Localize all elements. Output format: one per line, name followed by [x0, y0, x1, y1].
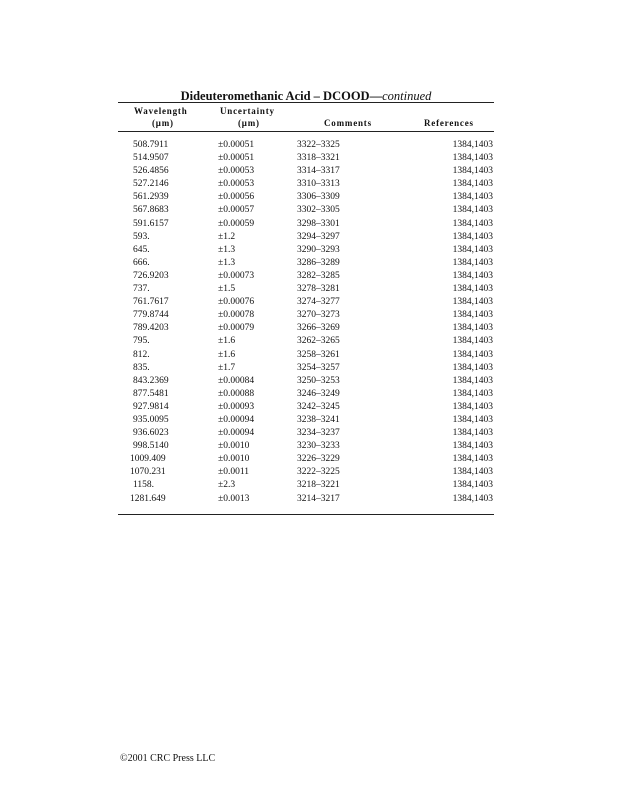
- references-cell: 1384,1403: [452, 493, 493, 504]
- references-cell: 1384,1403: [452, 310, 493, 321]
- table-row: [0, 415, 617, 428]
- table-row: [0, 232, 617, 245]
- comments-cell: 3270–3273: [297, 310, 340, 321]
- comments-cell: 3282–3285: [297, 270, 340, 281]
- comments-cell: 3290–3293: [297, 244, 340, 255]
- uncertainty-cell: ±0.00079: [218, 323, 255, 334]
- comments-cell: 3322–3325: [297, 140, 340, 150]
- wavelength-cell: 1070.231: [130, 467, 166, 478]
- header-references: References: [424, 118, 474, 128]
- comments-cell: 3246–3249: [297, 388, 340, 399]
- wavelength-cell: 812.: [133, 349, 150, 360]
- references-cell: 1384,1403: [452, 192, 493, 203]
- table-row: [0, 363, 617, 376]
- table-row: [0, 205, 617, 218]
- wavelength-cell: 761.7617: [133, 297, 169, 308]
- uncertainty-cell: ±0.00078: [218, 310, 255, 321]
- comments-cell: 3298–3301: [297, 218, 340, 229]
- uncertainty-cell: ±0.00053: [218, 166, 255, 177]
- table-row: [0, 271, 617, 284]
- wavelength-cell: 877.5481: [133, 388, 169, 399]
- references-cell: 1384,1403: [452, 244, 493, 255]
- table-row: [0, 350, 617, 363]
- uncertainty-cell: ±0.00057: [218, 205, 255, 216]
- comments-cell: 3242–3245: [297, 401, 340, 412]
- references-cell: 1384,1403: [452, 284, 493, 295]
- references-cell: 1384,1403: [452, 257, 493, 268]
- table-row: [0, 284, 617, 297]
- wavelength-cell: 835.: [133, 362, 150, 373]
- uncertainty-cell: ±0.0010: [218, 454, 250, 465]
- wavelength-cell: 726.9203: [133, 270, 169, 281]
- comments-cell: 3230–3233: [297, 441, 340, 452]
- wavelength-cell: 737.: [133, 284, 150, 295]
- comments-cell: 3218–3221: [297, 480, 340, 491]
- table-row: [0, 336, 617, 349]
- references-cell: 1384,1403: [452, 205, 493, 216]
- top-rule: [118, 102, 494, 103]
- table-row: [0, 179, 617, 192]
- uncertainty-cell: ±0.00088: [218, 388, 255, 399]
- comments-cell: 3222–3225: [297, 467, 340, 478]
- references-cell: 1384,1403: [452, 218, 493, 229]
- uncertainty-cell: ±1.6: [218, 336, 236, 347]
- references-cell: 1384,1403: [452, 336, 493, 347]
- references-cell: 1384,1403: [452, 388, 493, 399]
- uncertainty-cell: ±0.00051: [218, 153, 255, 164]
- uncertainty-cell: ±1.3: [218, 257, 236, 268]
- references-cell: 1384,1403: [452, 401, 493, 412]
- wavelength-cell: 526.4856: [133, 166, 169, 177]
- uncertainty-cell: ±0.0011: [218, 467, 249, 478]
- comments-cell: 3214–3217: [297, 493, 340, 504]
- references-cell: 1384,1403: [452, 441, 493, 452]
- references-cell: 1384,1403: [452, 140, 493, 150]
- table-row: [0, 140, 617, 153]
- wavelength-cell: 843.2369: [133, 375, 169, 386]
- table-body: [0, 140, 617, 507]
- table-row: [0, 245, 617, 258]
- table-row: [0, 192, 617, 205]
- uncertainty-cell: ±2.3: [218, 480, 236, 491]
- comments-cell: 3302–3305: [297, 205, 340, 216]
- references-cell: 1384,1403: [452, 349, 493, 360]
- uncertainty-cell: ±0.00053: [218, 179, 255, 190]
- wavelength-cell: 936.6023: [133, 428, 169, 439]
- comments-cell: 3306–3309: [297, 192, 340, 203]
- copyright-footer: ©2001 CRC Press LLC: [120, 753, 216, 764]
- comments-cell: 3266–3269: [297, 323, 340, 334]
- table-row: [0, 402, 617, 415]
- comments-cell: 3238–3241: [297, 414, 340, 425]
- table-row: [0, 258, 617, 271]
- uncertainty-cell: ±0.00094: [218, 428, 255, 439]
- header-rule: [118, 131, 494, 132]
- references-cell: 1384,1403: [452, 153, 493, 164]
- table-row: [0, 310, 617, 323]
- wavelength-cell: 789.4203: [133, 323, 169, 334]
- table-row: [0, 166, 617, 179]
- wavelength-cell: 591.6157: [133, 218, 169, 229]
- comments-cell: 3254–3257: [297, 362, 340, 373]
- table-title-main: Dideuteromethanic Acid – DCOOD—: [180, 89, 383, 103]
- table-row: [0, 480, 617, 493]
- table-row: [0, 428, 617, 441]
- references-cell: 1384,1403: [452, 270, 493, 281]
- comments-cell: 3314–3317: [297, 166, 340, 177]
- uncertainty-cell: ±0.00094: [218, 414, 255, 425]
- header-wavelength: Wavelength: [134, 106, 188, 116]
- wavelength-cell: 935.0095: [133, 414, 169, 425]
- wavelength-cell: 527.2146: [133, 179, 169, 190]
- table-title-continued: continued: [382, 89, 432, 103]
- comments-cell: 3286–3289: [297, 257, 340, 268]
- table-row: [0, 441, 617, 454]
- wavelength-cell: 1009.409: [130, 454, 166, 465]
- uncertainty-cell: ±0.00073: [218, 270, 255, 281]
- comments-cell: 3294–3297: [297, 231, 340, 242]
- table-row: [0, 219, 617, 232]
- comments-cell: 3278–3281: [297, 284, 340, 295]
- table-row: [0, 389, 617, 402]
- uncertainty-cell: ±1.7: [218, 362, 236, 373]
- wavelength-cell: 561.2939: [133, 192, 169, 203]
- uncertainty-cell: ±0.00093: [218, 401, 255, 412]
- references-cell: 1384,1403: [452, 414, 493, 425]
- comments-cell: 3226–3229: [297, 454, 340, 465]
- references-cell: 1384,1403: [452, 480, 493, 491]
- header-uncertainty-unit: (μm): [238, 118, 260, 128]
- wavelength-cell: 1281.649: [130, 493, 166, 504]
- uncertainty-cell: ±1.5: [218, 284, 236, 295]
- references-cell: 1384,1403: [452, 231, 493, 242]
- wavelength-cell: 593.: [133, 231, 150, 242]
- table-row: [0, 494, 617, 507]
- wavelength-cell: 666.: [133, 257, 150, 268]
- uncertainty-cell: ±0.00056: [218, 192, 255, 203]
- wavelength-cell: 514.9507: [133, 153, 169, 164]
- table-row: [0, 153, 617, 166]
- wavelength-cell: 508.7911: [133, 140, 169, 150]
- references-cell: 1384,1403: [452, 428, 493, 439]
- references-cell: 1384,1403: [452, 179, 493, 190]
- uncertainty-cell: ±0.0013: [218, 493, 250, 504]
- comments-cell: 3310–3313: [297, 179, 340, 190]
- comments-cell: 3262–3265: [297, 336, 340, 347]
- references-cell: 1384,1403: [452, 323, 493, 334]
- table-row: [0, 323, 617, 336]
- wavelength-cell: 927.9814: [133, 401, 169, 412]
- header-uncertainty: Uncertainty: [220, 106, 275, 116]
- uncertainty-cell: ±1.2: [218, 231, 236, 242]
- table-row: [0, 454, 617, 467]
- uncertainty-cell: ±0.00059: [218, 218, 255, 229]
- comments-cell: 3318–3321: [297, 153, 340, 164]
- references-cell: 1384,1403: [452, 166, 493, 177]
- uncertainty-cell: ±0.00051: [218, 140, 255, 150]
- references-cell: 1384,1403: [452, 375, 493, 386]
- comments-cell: 3234–3237: [297, 428, 340, 439]
- wavelength-cell: 1158.: [133, 480, 155, 491]
- references-cell: 1384,1403: [452, 467, 493, 478]
- wavelength-cell: 779.8744: [133, 310, 169, 321]
- table-row: [0, 467, 617, 480]
- uncertainty-cell: ±0.00084: [218, 375, 255, 386]
- header-comments: Comments: [324, 118, 372, 128]
- uncertainty-cell: ±0.00076: [218, 297, 255, 308]
- uncertainty-cell: ±0.0010: [218, 441, 250, 452]
- uncertainty-cell: ±1.6: [218, 349, 236, 360]
- bottom-rule: [118, 514, 494, 515]
- header-wavelength-unit: (μm): [152, 118, 174, 128]
- references-cell: 1384,1403: [452, 297, 493, 308]
- table-row: [0, 376, 617, 389]
- references-cell: 1384,1403: [452, 454, 493, 465]
- table-row: [0, 297, 617, 310]
- wavelength-cell: 567.8683: [133, 205, 169, 216]
- comments-cell: 3258–3261: [297, 349, 340, 360]
- references-cell: 1384,1403: [452, 362, 493, 373]
- comments-cell: 3274–3277: [297, 297, 340, 308]
- wavelength-cell: 998.5140: [133, 441, 169, 452]
- wavelength-cell: 645.: [133, 244, 150, 255]
- wavelength-cell: 795.: [133, 336, 150, 347]
- comments-cell: 3250–3253: [297, 375, 340, 386]
- uncertainty-cell: ±1.3: [218, 244, 236, 255]
